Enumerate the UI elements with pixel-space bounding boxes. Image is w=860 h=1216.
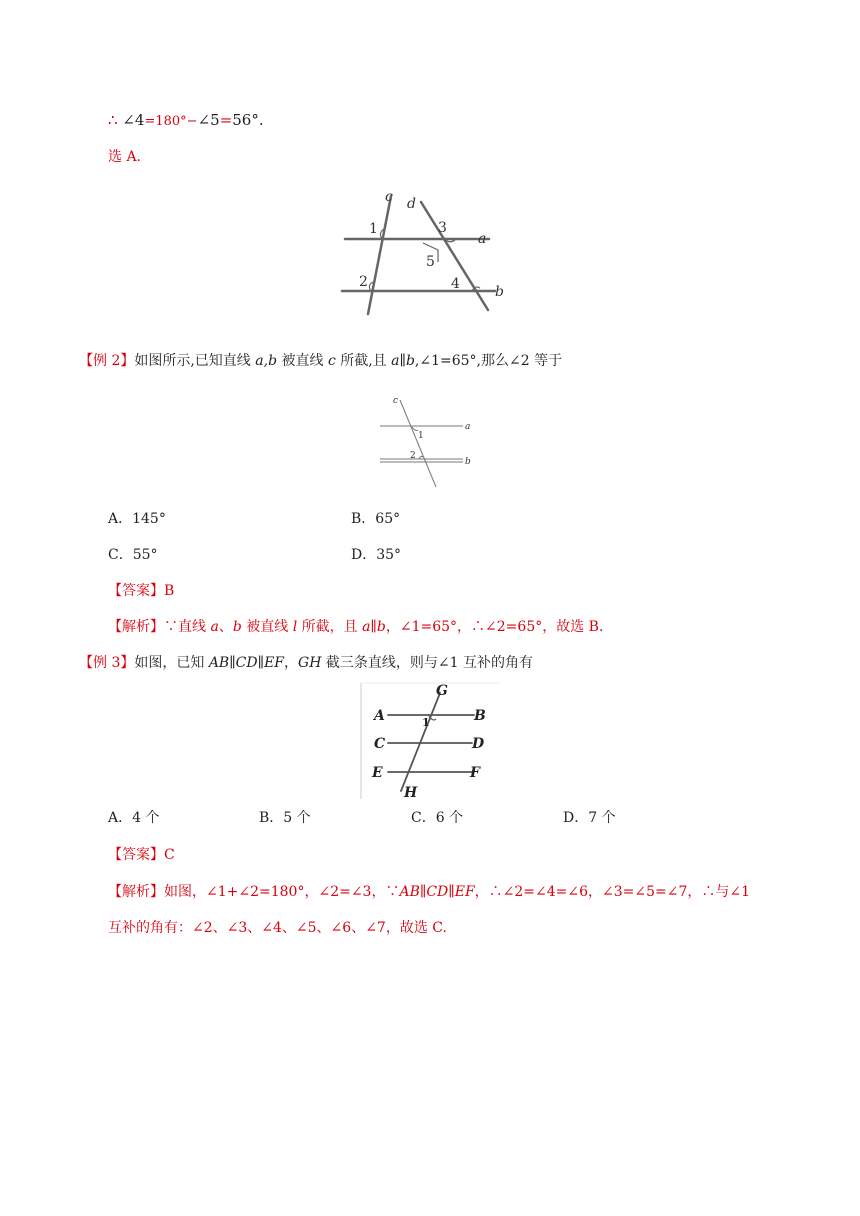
example2-option-a: A．145° [108,511,166,527]
example3-analysis-line2: 互补的角有：∠2、∠3、∠4、∠5、∠6、∠7，故选 C. [108,920,447,936]
fig3-label-a: A [374,708,385,724]
fig3-label-c: C [374,736,386,752]
fig1-label-a: a [478,231,487,247]
result-value: 56° [232,111,259,129]
example3-analysis-line1: 【解析】如图，∠1+∠2=180°，∠2=∠3，∵AB∥CD∥EF，∴∠2=∠4=∠6，∠3=∠5=∠7，∴与∠1 [108,884,751,900]
example3-option-c: C．6 个 [411,810,464,826]
fig2-label-1: 1 [418,431,424,441]
fig2-label-a: a [465,422,471,432]
fig1-label-4: 4 [451,276,460,292]
period: . [258,111,264,129]
example3-option-b: B．5 个 [259,810,311,826]
example3-stem: 【例 3】如图，已知 AB∥CD∥EF，GH 截三条直线，则与∠1 互补的角有 [79,655,533,671]
fig3-label-g: G [436,683,448,699]
fig1-label-d: d [407,196,416,212]
figure-3 [360,682,502,800]
equation-mid: =180°− [144,114,198,129]
fig2-label-c: c [393,396,399,406]
conclusion-line [108,110,264,132]
fig1-label-3: 3 [438,220,447,236]
angle-4: ∠4 [122,111,145,129]
example2-option-d: D．35° [351,547,402,563]
fig3-label-e: E [372,765,383,781]
example2-option-b: B．65° [351,511,401,527]
equals: = [219,111,233,129]
therefore-symbol: ∴ [108,111,118,129]
example2-analysis: 【解析】∵直线 a、b 被直线 l 所截，且 a∥b，∠1=65°，∴∠2=65°，故选 B. [108,619,604,635]
fig3-label-f: F [470,765,480,781]
example2-option-c: C．55° [108,547,158,563]
example3-option-d: D．7 个 [563,810,616,826]
fig1-label-2: 2 [359,274,368,290]
fig2-label-b: b [465,457,471,467]
figure-2 [375,394,485,494]
example3-option-a: A．4 个 [108,810,160,826]
fig3-label-d: D [472,736,485,752]
example3-tag: 【例 3】 [79,655,135,671]
example2-tag: 【例 2】 [79,353,135,369]
fig1-label-1: 1 [369,221,378,237]
fig1-label-5: 5 [426,254,435,270]
fig3-label-1: 1 [422,716,430,729]
select-a-line: 选 A. [108,149,142,165]
angle-5: ∠5 [197,111,220,129]
fig3-label-h: H [404,785,418,800]
fig1-label-c: c [385,190,393,205]
example2-answer: 【答案】B [108,583,175,599]
example2-stem: 【例 2】如图所示,已知直线 a,b 被直线 c 所截,且 a∥b,∠1=65°,那么∠2 等于 [79,353,563,369]
fig3-label-b: B [474,708,486,724]
example3-answer: 【答案】C [108,847,175,863]
fig1-label-b: b [495,284,504,300]
figure-1 [337,190,517,325]
fig2-label-2: 2 [410,451,416,461]
